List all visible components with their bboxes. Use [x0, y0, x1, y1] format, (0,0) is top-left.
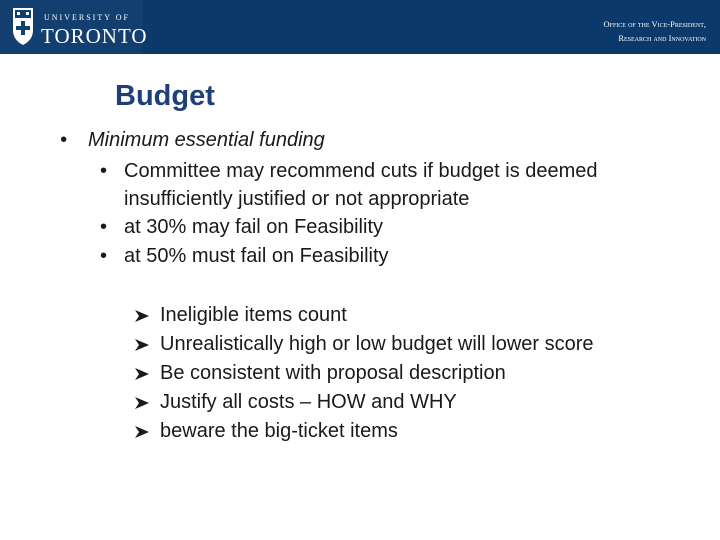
office-line-1: Office of the Vice-President, [603, 19, 706, 29]
university-logo[interactable] [0, 0, 148, 54]
arrow-item-text: beware the big-ticket items [160, 420, 398, 442]
arrowhead-right-icon [132, 330, 152, 359]
bullet-level-1 [60, 129, 325, 152]
sub-bullet-text: at 50% must fail on Feasibility [124, 245, 389, 267]
bullet-text: Minimum essential funding [88, 129, 325, 151]
toronto-wordmark: TORONTO [41, 24, 148, 48]
office-line-2: Research and Innovation [618, 33, 706, 43]
arrow-item-text: Be consistent with proposal description [160, 362, 506, 384]
arrowhead-right-icon [132, 388, 152, 417]
university-of-text: UNIVERSITY OF [44, 13, 130, 22]
slide-title: Budget [115, 80, 215, 112]
arrow-item-text: Unrealistically high or low budget will lower score [160, 333, 594, 355]
arrowhead-right-icon [132, 417, 152, 446]
arrow-item [132, 417, 594, 446]
office-label [603, 17, 706, 45]
sub-bullet-text: at 30% may fail on Feasibility [124, 216, 384, 238]
arrow-item [132, 359, 594, 388]
arrow-item [132, 301, 594, 330]
bullet-dot: • [100, 245, 108, 267]
arrow-item [132, 388, 594, 417]
arrow-list [132, 301, 594, 446]
bullet-dot: • [100, 160, 108, 182]
bullet-dot: • [100, 216, 108, 238]
sub-bullet [100, 213, 660, 241]
sub-bullet [100, 242, 660, 270]
arrowhead-right-icon [132, 301, 152, 330]
arrow-item-text: Justify all costs – HOW and WHY [160, 391, 457, 413]
arrow-item-text: Ineligible items count [160, 304, 347, 326]
header-bar [0, 0, 720, 54]
arrowhead-right-icon [132, 359, 152, 388]
bullet-dot: • [60, 129, 68, 151]
university-crest-icon [12, 6, 34, 46]
arrow-item [132, 330, 594, 359]
sub-bullet-text: Committee may recommend cuts if budget is deemed insufficiently justified or not appropriate [124, 160, 598, 210]
sub-bullet [100, 157, 660, 213]
